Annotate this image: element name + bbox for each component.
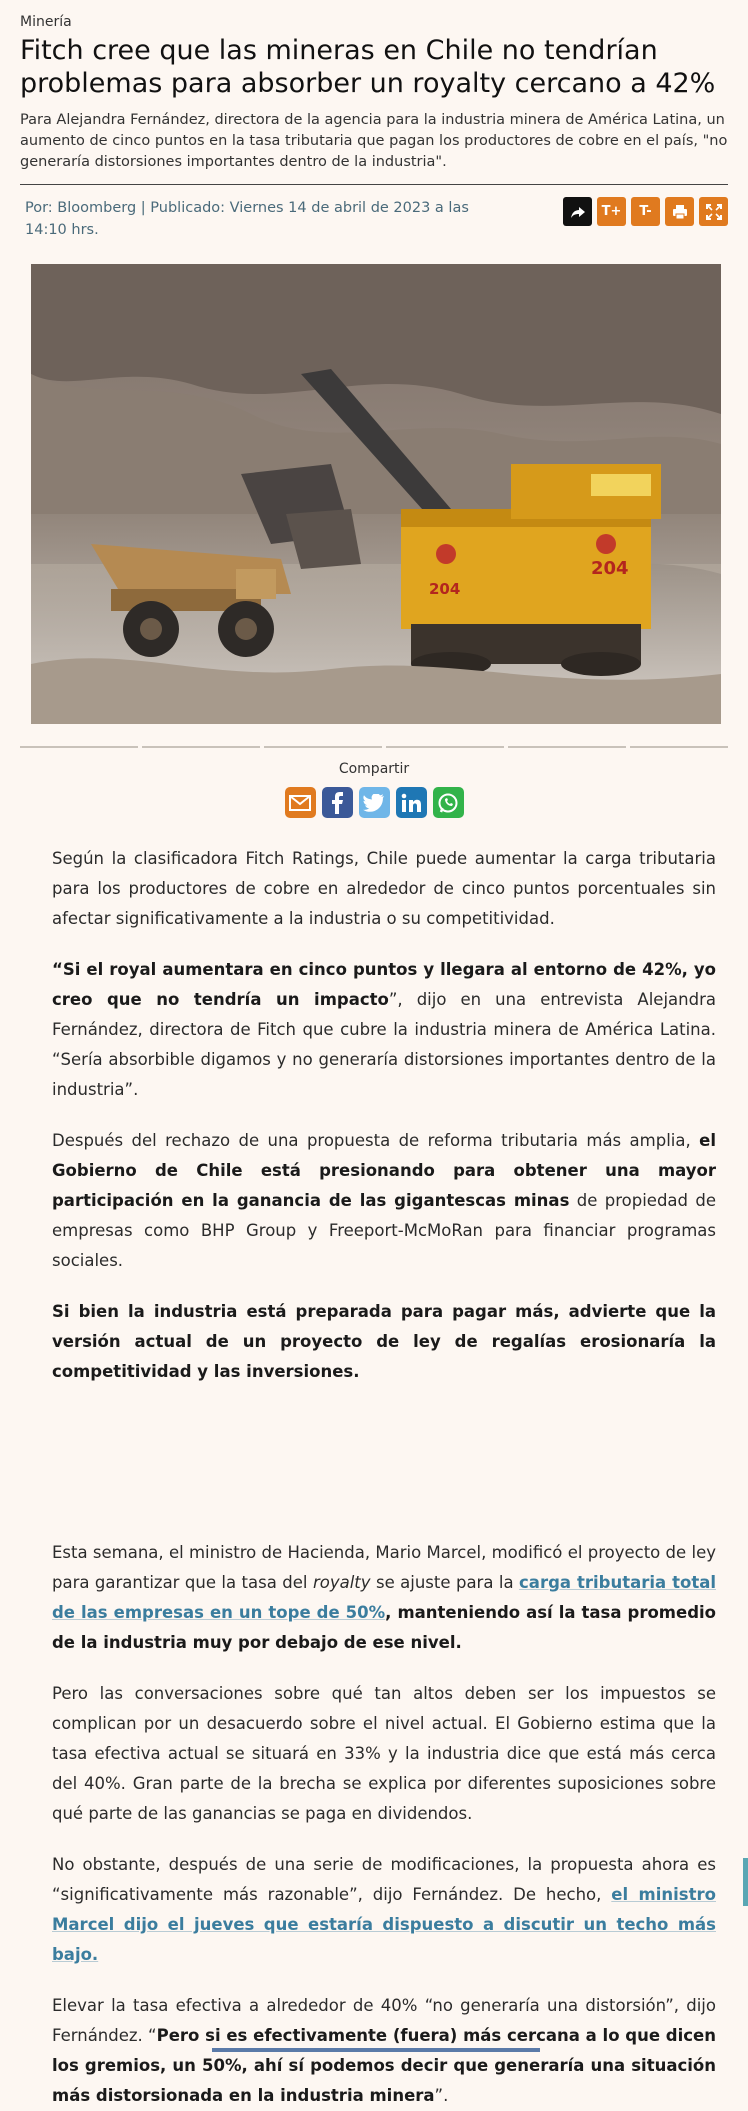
whatsapp-share-button[interactable]	[433, 787, 464, 818]
paragraph-6: Pero las conversaciones sobre qué tan altos deben ser los impuestos se complican por un desacuerdo sobre el nivel actual. El Gobierno estima que la tasa efectiva actual se situará en 33% y la industria dice que está más cerca del 40%. Gran parte de la brecha se explica por diferentes suposiciones sobre qué parte de las ganancias se paga en dividendos.	[52, 1684, 716, 1823]
font-increase-button[interactable]: T+	[597, 197, 626, 226]
twitter-share-button[interactable]	[359, 787, 390, 818]
print-button[interactable]	[665, 197, 694, 226]
ad-slot	[52, 1408, 716, 1538]
category-label[interactable]: Minería	[20, 14, 72, 30]
paragraph-7-start: No obstante, después de una serie de modificaciones, la propuesta ahora es “significativamente más razonable”, dijo Fernández. De hecho,	[52, 1855, 716, 1904]
paragraph-3-start: Después del rechazo de una propuesta de reforma tributaria más amplia,	[52, 1131, 700, 1150]
facebook-share-button[interactable]	[322, 787, 353, 818]
byline: Por: Bloomberg | Publicado: Viernes 14 de abril de 2023 a las 14:10 hrs.	[25, 200, 469, 238]
shovel-number-right: 204	[591, 558, 629, 579]
fullscreen-icon	[706, 204, 722, 220]
linkedin-share-button[interactable]	[396, 787, 427, 818]
article-summary: Para Alejandra Fernández, directora de la agencia para la industria minera de América Latina, un aumento de cinco puntos en la tasa tributaria que pagan los productores de cobre en el país, "no generaría distorsiones importantes dentro de la industria".	[20, 112, 728, 170]
fullscreen-button[interactable]	[699, 197, 728, 226]
article-header	[0, 0, 748, 818]
mining-equipment-illustration	[31, 264, 721, 724]
hero-image	[31, 264, 721, 724]
share-icons	[20, 787, 728, 818]
linkedin-icon	[401, 793, 421, 813]
share-arrow-icon	[570, 204, 586, 220]
shovel-number-left: 204	[429, 580, 461, 598]
paragraph-8-end: ”.	[434, 2086, 449, 2105]
paragraph-3-end: de propiedad de empresas como BHP Group y Freeport-McMoRan para financiar programas sociales.	[52, 1191, 716, 1270]
email-share-button[interactable]	[285, 787, 316, 818]
tax-cap-link[interactable]: carga tributaria total de las empresas en un tope de 50%	[52, 1573, 716, 1622]
whatsapp-icon	[437, 792, 459, 814]
article-body	[0, 844, 748, 2111]
page-title: Fitch cree que las mineras en Chile no tendrían problemas para absorber un royalty cercano a 42%	[20, 35, 716, 99]
side-feedback-tab[interactable]	[743, 1858, 748, 1906]
paragraph-5-start: Esta semana, el ministro de Hacienda, Mario Marcel, modificó el proyecto de ley para garantizar que la tasa del	[52, 1543, 716, 1592]
bottom-banner[interactable]	[212, 2048, 540, 2052]
article-tools	[563, 197, 728, 226]
twitter-icon	[363, 794, 385, 812]
divider	[20, 746, 728, 748]
paragraph-4	[52, 1297, 716, 1387]
paragraph-3	[52, 1126, 716, 1276]
minister-marcel-link[interactable]: el ministro Marcel dijo el jueves que estaría dispuesto a discutir un techo más bajo.	[52, 1885, 716, 1964]
paragraph-8-bold: Pero si es efectivamente (fuera) más cercana a lo que dicen los gremios, un 50%, ahí sí podemos decir que generaría una situación más distorsionada en la industria minera	[52, 2026, 716, 2105]
meta-bar	[20, 184, 728, 241]
paragraph-7	[52, 1850, 716, 1970]
share-button[interactable]	[563, 197, 592, 226]
paragraph-8-start: Elevar la tasa efectiva a alrededor de 40% “no generaría una distorsión”, dijo Fernández. “	[52, 1996, 716, 2045]
paragraph-4-bold: Si bien la industria está preparada para pagar más, advierte que la versión actual de un proyecto de ley de regalías erosionaría la competitividad y las inversiones.	[52, 1302, 716, 1381]
font-decrease-button[interactable]: T-	[631, 197, 660, 226]
quote-bold: “Si el royal aumentara en cinco puntos y llegara al entorno de 42%, yo creo que no tendría un impacto	[52, 960, 716, 1009]
royalty-emphasis: royalty	[312, 1573, 371, 1592]
paragraph-5-mid: se ajuste para la	[370, 1573, 520, 1592]
paragraph-2	[52, 955, 716, 1105]
paragraph-5-bold: , manteniendo así la tasa promedio de la industria muy por debajo de ese nivel.	[52, 1603, 716, 1652]
share-label: Compartir	[338, 761, 410, 777]
paragraph-2-text: ”, dijo en una entrevista Alejandra Fernández, directora de Fitch que cubre la industria minera de América Latina. “Sería absorbible digamos y no generaría distorsiones importantes dentro de la industria”.	[52, 990, 716, 1099]
email-icon	[289, 795, 311, 811]
paragraph-5	[52, 1538, 716, 1658]
paragraph-3-bold: el Gobierno de Chile está presionando para obtener una mayor participación en la ganancia de las gigantescas minas	[52, 1131, 716, 1210]
facebook-icon	[330, 792, 344, 814]
paragraph-1: Según la clasificadora Fitch Ratings, Chile puede aumentar la carga tributaria para los productores de cobre en alrededor de cinco puntos porcentuales sin afectar significativamente a la industria o su competitividad.	[52, 849, 716, 928]
print-icon	[672, 204, 688, 220]
